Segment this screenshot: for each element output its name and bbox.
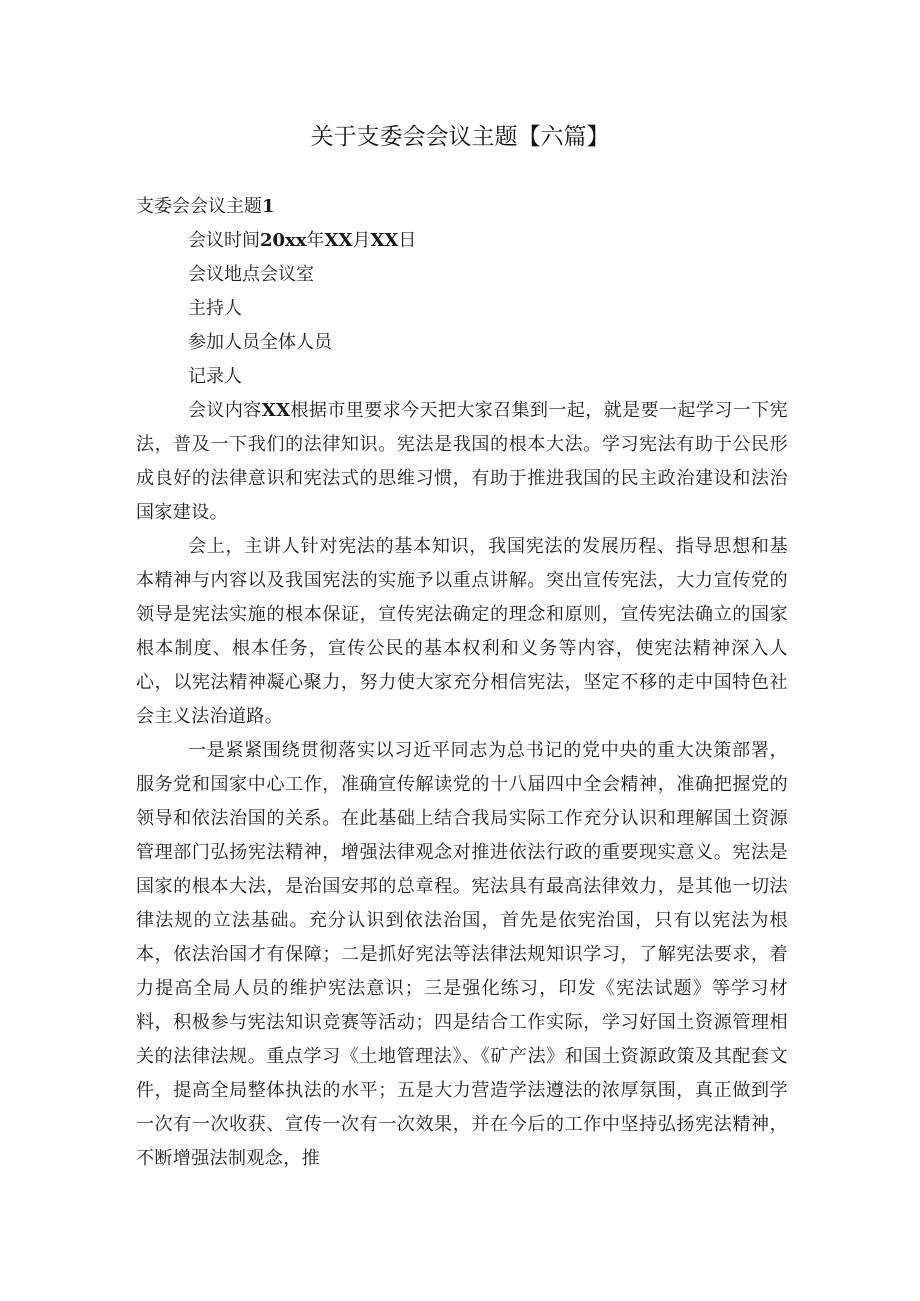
meeting-location: 会议地点会议室 xyxy=(188,264,314,285)
meeting-attendees: 参加人员全体人员 xyxy=(188,332,332,353)
meeting-host: 主持人 xyxy=(188,298,242,319)
document-body xyxy=(136,190,788,1176)
meeting-recorder: 记录人 xyxy=(188,366,242,387)
body-paragraph-lecture: 会上，主讲人针对宪法的基本知识，我国宪法的发展历程、指导思想和基本精神与内容以及我国宪法的实施予以重点讲解。突出宣传宪法，大力宣传党的领导是宪法实施的根本保证，宣传宪法确定的理念和原则，宣传宪法确立的国家根本制度、根本任务，宣传公民的基本权利和义务等内容，使宪法精神深入人心，以宪法精神凝心聚力，努力使大家充分相信宪法，坚定不移的走中国特色社会主义法治道路。 xyxy=(136,536,788,727)
body-paragraph-content: 会议内容XX根据市里要求今天把大家召集到一起，就是要一起学习一下宪法，普及一下我们的法律知识。宪法是我国的根本大法。学习宪法有助于公民形成良好的法律意识和宪法式的思维习惯，有助于推进我国的民主政治建设和法治国家建设。 xyxy=(136,400,788,523)
body-paragraph-measures: 一是紧紧围绕贯彻落实以习近平同志为总书记的党中央的重大决策部署，服务党和国家中心工作，准确宣传解读党的十八届四中全会精神，准确把握党的领导和依法治国的关系。在此基础上结合我局实际工作充分认识和理解国土资源管理部门弘扬宪法精神，增强法律观念对推进依法行政的重要现实意义。宪法是国家的根本大法，是治国安邦的总章程。宪法具有最高法律效力，是其他一切法律法规的立法基础。充分认识到依法治国，首先是依宪治国，只有以宪法为根本，依法治国才有保障；二是抓好宪法等法律法规知识学习，了解宪法要求，着力提高全局人员的维护宪法意识；三是强化练习，印发《宪法试题》等学习材料，积极参与宪法知识竞赛等活动；四是结合工作实际，学习好国土资源管理相关的法律法规。重点学习《土地管理法》、《矿产法》和国土资源政策及其配套文件，提高全局整体执法的水平；五是大力营造学法遵法的浓厚氛围，真正做到学一次有一次收获、宣传一次有一次效果，并在今后的工作中坚持弘扬宪法精神，不断增强法制观念，推 xyxy=(136,740,788,1169)
section-heading: 支委会会议主题1 xyxy=(136,196,275,217)
meeting-time: 会议时间20xx年XX月XX日 xyxy=(188,230,417,251)
document-title: 关于支委会会议主题【六篇】 xyxy=(310,124,610,150)
